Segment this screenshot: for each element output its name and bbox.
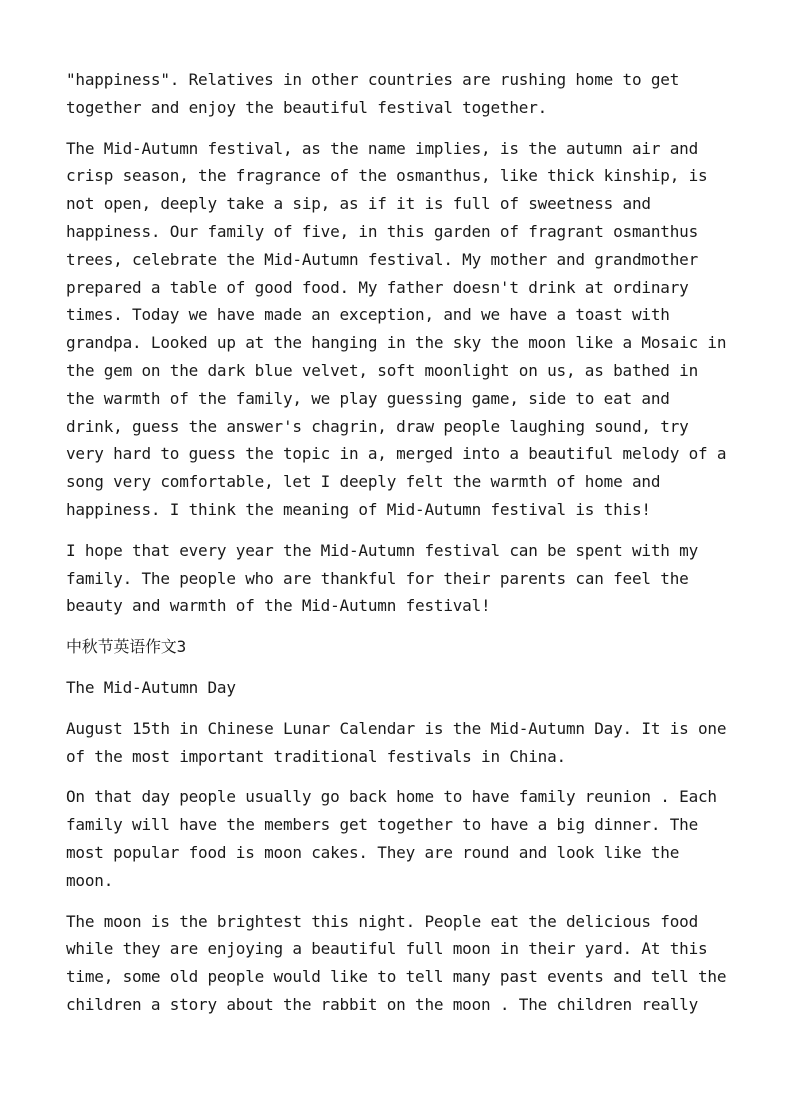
text-line: August 15th in Chinese Lunar Calendar is the Mid-Autumn Day. It is one bbox=[66, 718, 727, 738]
text-line: prepared a table of good food. My father doesn't drink at ordinary bbox=[66, 277, 689, 297]
text-line: The Mid-Autumn festival, as the name implies, is the autumn air and bbox=[66, 138, 698, 158]
text-line: drink, guess the answer's chagrin, draw people laughing sound, try bbox=[66, 416, 689, 436]
text-line: The moon is the brightest this night. People eat the delicious food bbox=[66, 911, 698, 931]
paragraph-8 bbox=[66, 908, 736, 1019]
section-heading-chinese bbox=[66, 633, 736, 661]
text-line: happiness. Our family of five, in this garden of fragrant osmanthus bbox=[66, 221, 698, 241]
text-line: "happiness". Relatives in other countries are rushing home to get bbox=[66, 70, 680, 89]
essay-title bbox=[66, 674, 736, 702]
text-line: 中秋节英语作文3 bbox=[66, 637, 187, 657]
text-line: On that day people usually go back home to have family reunion . Each bbox=[66, 787, 717, 807]
text-line: times. Today we have made an exception, and we have a toast with bbox=[66, 305, 670, 325]
text-line: beauty and warmth of the Mid-Autumn festival! bbox=[66, 596, 491, 616]
text-line: of the most important traditional festivals in China. bbox=[66, 746, 566, 766]
text-line: trees, celebrate the Mid-Autumn festival. My mother and grandmother bbox=[66, 249, 698, 269]
text-line: the gem on the dark blue velvet, soft moonlight on us, as bathed in bbox=[66, 360, 698, 380]
text-line: not open, deeply take a sip, as if it is full of sweetness and bbox=[66, 194, 651, 214]
text-line: very hard to guess the topic in a, merged into a beautiful melody of a bbox=[66, 444, 727, 464]
text-line: The Mid-Autumn Day bbox=[66, 677, 236, 697]
text-line: most popular food is moon cakes. They are round and look like the bbox=[66, 842, 680, 862]
document-page bbox=[66, 66, 736, 1032]
text-line: the warmth of the family, we play guessing game, side to eat and bbox=[66, 388, 670, 408]
paragraph-2 bbox=[66, 135, 736, 524]
paragraph-6 bbox=[66, 715, 736, 771]
text-line: moon. bbox=[66, 870, 114, 890]
paragraph-7 bbox=[66, 783, 736, 894]
text-line: together and enjoy the beautiful festival together. bbox=[66, 97, 548, 117]
text-line: I hope that every year the Mid-Autumn festival can be spent with my bbox=[66, 540, 698, 560]
text-line: crisp season, the fragrance of the osmanthus, like thick kinship, is bbox=[66, 166, 708, 186]
text-line: happiness. I think the meaning of Mid-Autumn festival is this! bbox=[66, 499, 651, 519]
text-line: children a story about the rabbit on the moon . The children really bbox=[66, 994, 698, 1014]
text-line: song very comfortable, let I deeply felt the warmth of home and bbox=[66, 472, 661, 492]
text-line: time, some old people would like to tell many past events and tell the bbox=[66, 967, 727, 987]
paragraph-1 bbox=[66, 66, 736, 122]
paragraph-3 bbox=[66, 537, 736, 620]
text-line: while they are enjoying a beautiful full moon in their yard. At this bbox=[66, 939, 708, 959]
text-line: family will have the members get together to have a big dinner. The bbox=[66, 815, 698, 835]
text-line: family. The people who are thankful for their parents can feel the bbox=[66, 568, 689, 588]
text-line: grandpa. Looked up at the hanging in the sky the moon like a Mosaic in bbox=[66, 333, 727, 353]
